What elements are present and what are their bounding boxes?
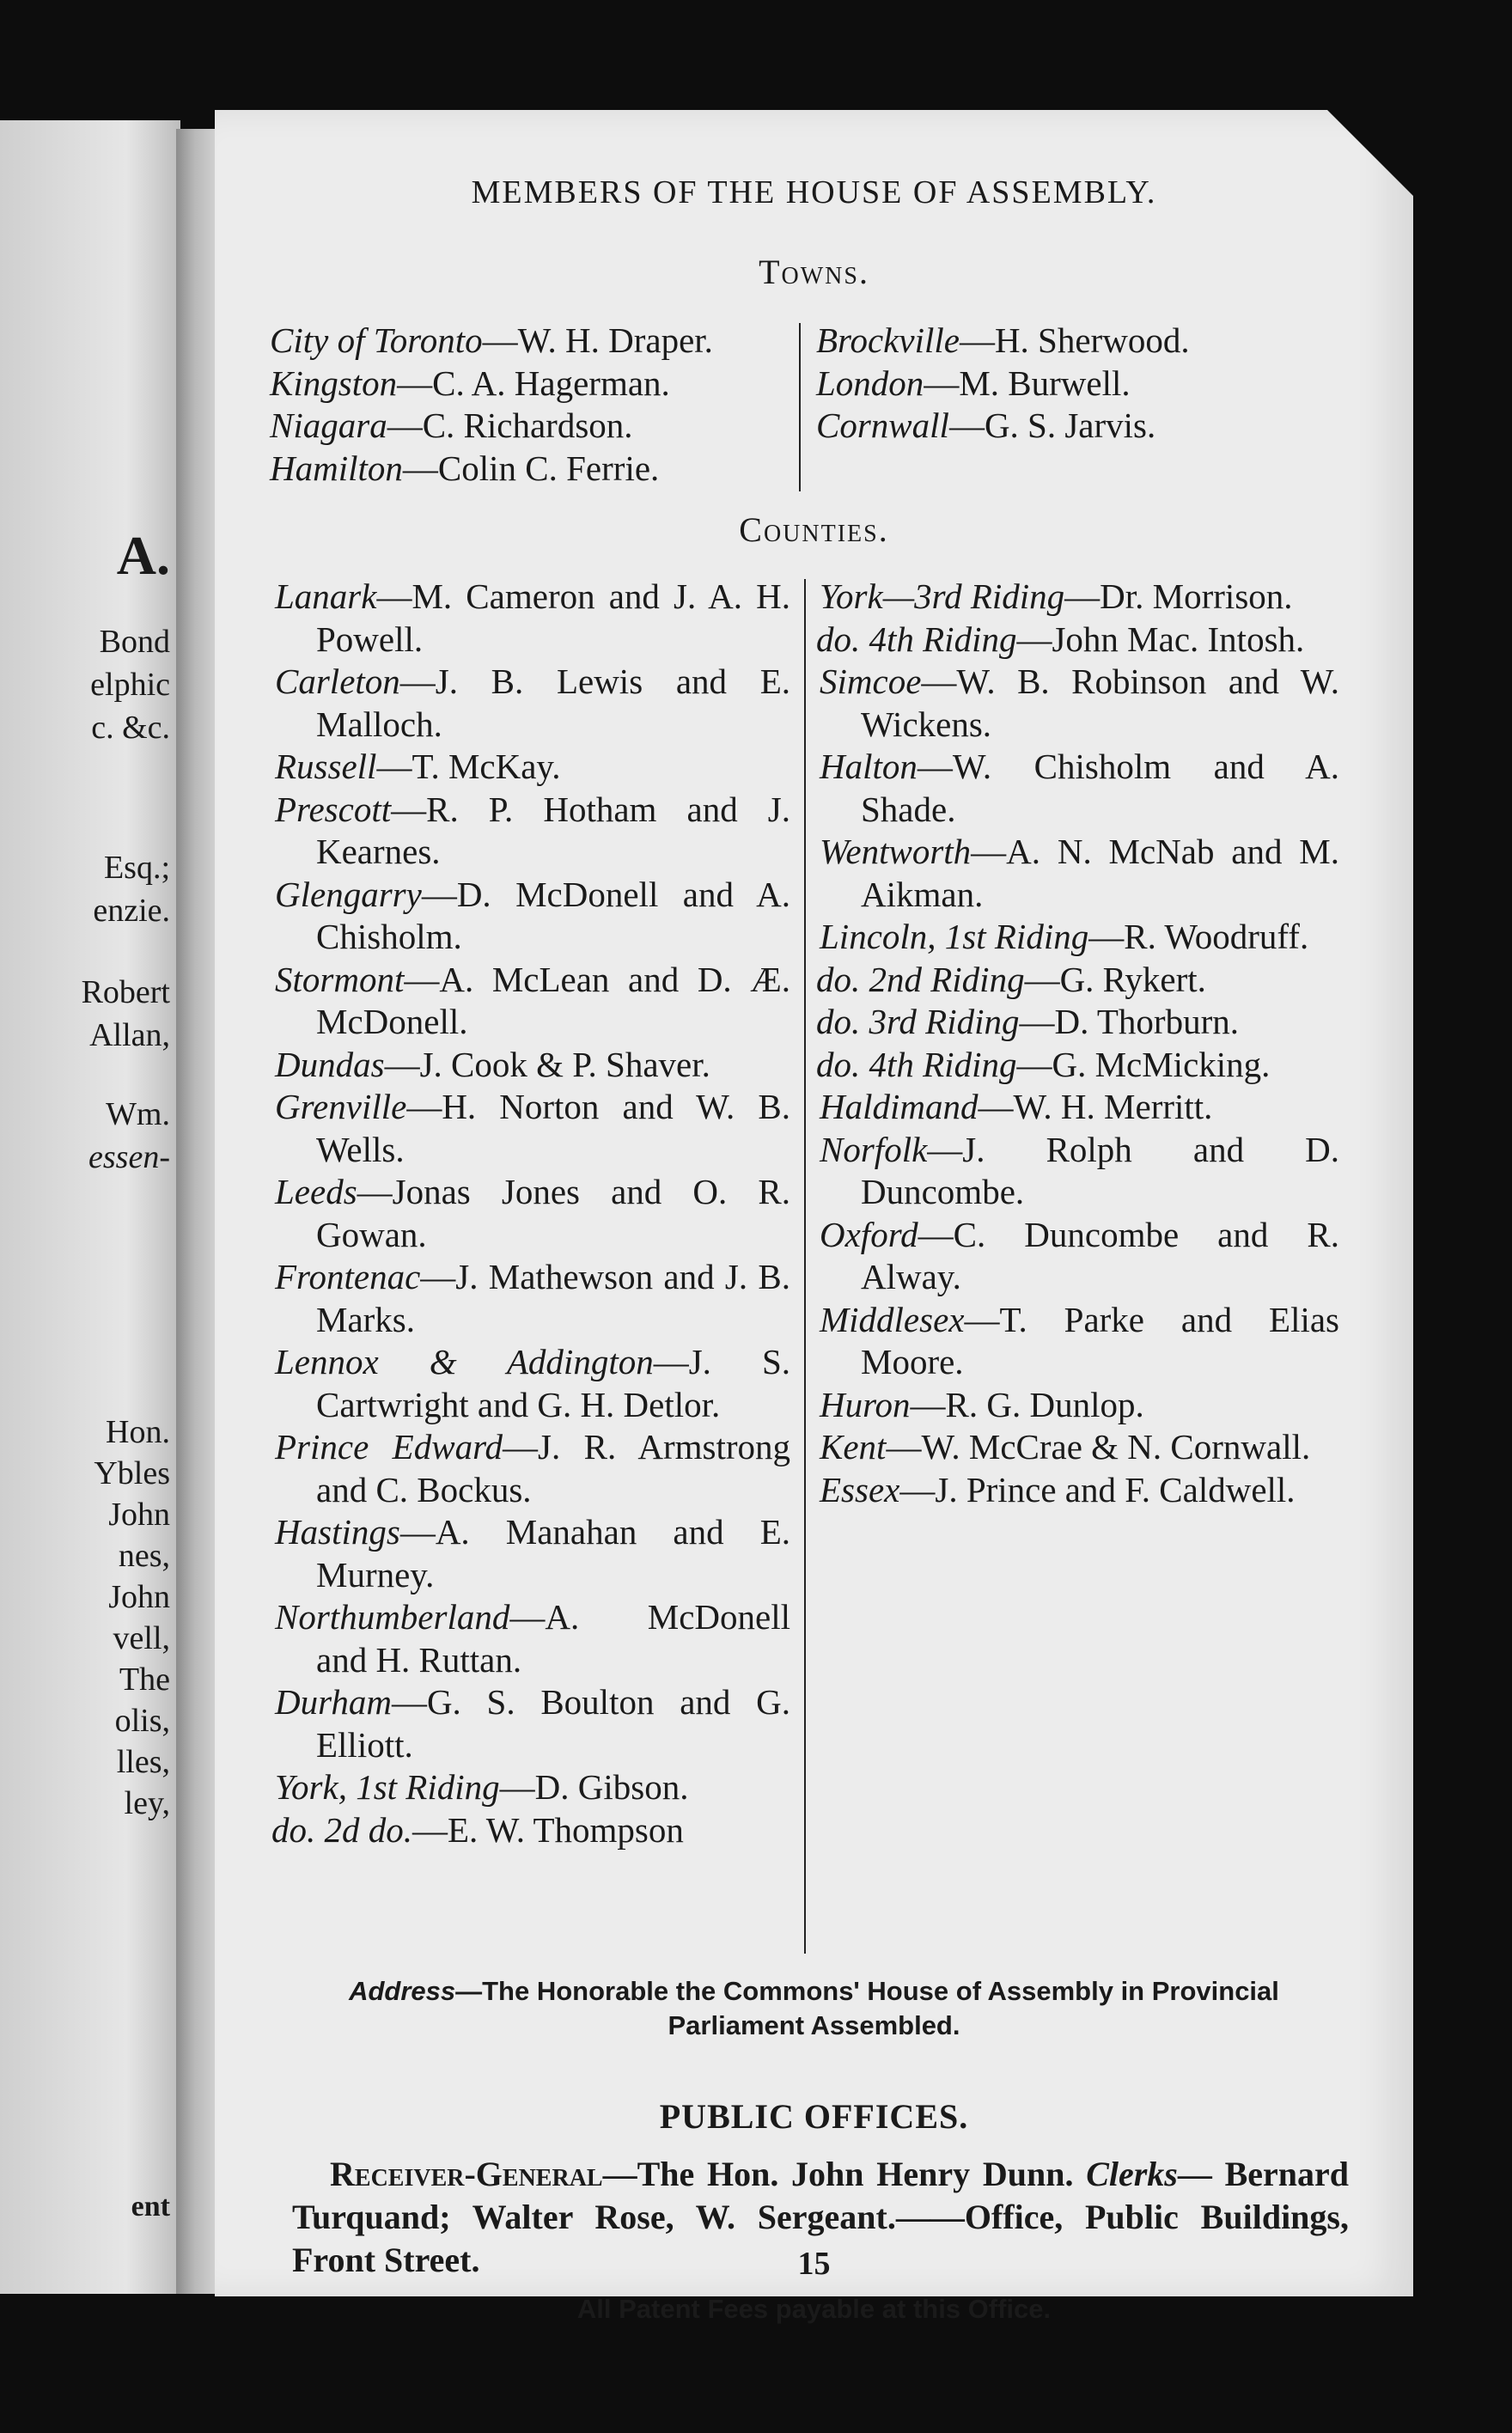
county-member: —R. Woodruff. [1088, 917, 1309, 956]
left-fragment-text: Allan, [89, 1017, 170, 1053]
county-entry [275, 1086, 790, 1171]
county-name: do. 2d do. [271, 1809, 412, 1850]
county-member: —G. McMicking. [1016, 1044, 1271, 1084]
county-entry [275, 874, 790, 959]
county-name: York, 1st Riding [275, 1767, 500, 1807]
county-entry [816, 959, 1339, 1002]
town-entry [270, 363, 785, 406]
county-name: Lanark [275, 576, 377, 616]
receiver-general-text: —The Hon. John Henry Dunn. [602, 2155, 1074, 2193]
county-entry [275, 1511, 790, 1596]
town-name: Hamilton [270, 448, 403, 488]
towns-right-column [816, 320, 1332, 448]
town-name: Cornwall [816, 406, 949, 445]
county-entry [820, 576, 1339, 619]
county-member: —R. G. Dunlop. [910, 1384, 1144, 1424]
county-member: —J. Mathewson and J. B. Marks. [316, 1257, 790, 1339]
county-entry [820, 831, 1339, 916]
county-entry [820, 1426, 1339, 1469]
address-line [215, 1976, 1413, 2007]
town-member: —Colin C. Ferrie. [402, 448, 660, 488]
county-member: —W. McCrae & N. Cornwall. [886, 1427, 1311, 1467]
town-member: —C. Richardson. [387, 406, 633, 445]
county-member: —D. Gibson. [499, 1767, 689, 1807]
county-name: Oxford [820, 1214, 918, 1254]
county-name: Hastings [275, 1512, 400, 1552]
county-member: —A. McLean and D. Æ. McDonell. [316, 959, 790, 1041]
county-member: —T. Parke and Elias Moore. [861, 1299, 1339, 1381]
county-name: Glengarry [275, 874, 422, 914]
county-member: —A. N. McNab and M. Aikman. [861, 832, 1339, 914]
page-corner [1327, 110, 1413, 196]
address-text: —The Honorable the Commons' House of Assembly in Provincial [455, 1976, 1279, 2006]
town-entry [270, 405, 785, 448]
left-fragment-text: ley, [124, 1785, 170, 1821]
town-entry [816, 363, 1332, 406]
county-name: Prince Edward [275, 1427, 503, 1467]
county-entry [275, 1341, 790, 1426]
town-member: —M. Burwell. [924, 363, 1131, 403]
clerks-text: — Bernard Turquand; Walter Rose, W. Sergeant.——Office, Public Buildings, Front Street. [292, 2155, 1350, 2279]
county-entry [271, 1809, 790, 1852]
county-entry [275, 789, 790, 874]
county-member: —D. Thorburn. [1019, 1002, 1239, 1041]
left-fragment-text: A. [116, 525, 170, 586]
county-entry [820, 916, 1339, 959]
county-entry [275, 1426, 790, 1511]
county-name: Stormont [275, 959, 405, 999]
county-member: —M. Cameron and J. A. H. Powell. [316, 576, 790, 659]
county-entry [820, 746, 1339, 831]
county-name: Frontenac [275, 1257, 421, 1296]
county-name: Middlesex [820, 1299, 965, 1339]
county-member: —W. Chisholm and A. Shade. [861, 747, 1339, 829]
left-fragment-text: enzie. [93, 893, 170, 929]
county-entry [816, 619, 1339, 662]
county-member: —T. McKay. [376, 747, 561, 786]
county-member: —G. S. Boulton and G. Elliott. [316, 1682, 790, 1765]
county-entry [820, 1384, 1339, 1427]
county-name: Grenville [275, 1087, 407, 1126]
town-member: —H. Sherwood. [959, 320, 1190, 360]
county-member: —E. W. Thompson [412, 1809, 684, 1850]
county-name: Leeds [275, 1172, 357, 1211]
county-entry [820, 1469, 1339, 1512]
counties-heading: Counties. [739, 510, 889, 549]
county-member: —J. S. Cartwright and G. H. Detlor. [316, 1342, 790, 1424]
county-member: —Dr. Morrison. [1064, 576, 1293, 616]
county-entry [275, 1256, 790, 1341]
county-entry [275, 746, 790, 789]
left-fragment-text: John [108, 1579, 170, 1615]
county-name: do. 4th Riding [816, 619, 1017, 659]
left-fragment-text: elphic [90, 667, 170, 703]
county-entry [820, 1299, 1339, 1384]
county-entry [275, 1681, 790, 1766]
county-entry [275, 1044, 790, 1087]
left-fragment-text: nes, [118, 1538, 170, 1574]
county-name: Prescott [275, 789, 392, 829]
left-fragment-text: lles, [116, 1744, 170, 1780]
county-entry [816, 1044, 1339, 1087]
county-name: Haldimand [820, 1087, 979, 1126]
left-fragment-text: Robert [81, 974, 170, 1010]
right-page [215, 110, 1413, 2324]
county-member: —W. B. Robinson and W. Wickens. [861, 662, 1339, 744]
town-entry [270, 448, 785, 491]
page-number: 15 [797, 2246, 831, 2282]
towns-heading: Towns. [759, 253, 869, 291]
left-page-fragment [0, 120, 180, 2294]
county-name: Durham [275, 1682, 392, 1722]
county-member: —G. Rykert. [1024, 959, 1206, 999]
public-offices-heading: PUBLIC OFFICES. [659, 2097, 969, 2136]
town-name: Niagara [270, 406, 387, 445]
county-member: —J. Rolph and D. Duncombe. [861, 1129, 1339, 1211]
county-entry [820, 1214, 1339, 1299]
town-name: City of Toronto [270, 320, 483, 360]
address-line-2: Parliament Assembled. [668, 2010, 960, 2040]
county-entry [275, 576, 790, 661]
town-member: —G. S. Jarvis. [948, 406, 1156, 445]
left-fragment-text: ent [131, 2191, 170, 2223]
county-member: —J. Prince and F. Caldwell. [899, 1469, 1296, 1509]
town-name: Kingston [270, 363, 398, 403]
county-name: Norfolk [820, 1129, 928, 1169]
town-entry [816, 320, 1332, 363]
county-entry [275, 1171, 790, 1256]
county-name: Lincoln, 1st Riding [820, 917, 1089, 956]
left-fragment-text: olis, [114, 1703, 170, 1739]
county-name: Northumberland [275, 1597, 510, 1637]
town-member: —C. A. Hagerman. [397, 363, 670, 403]
left-fragment-text: John [108, 1497, 170, 1533]
county-member: —C. Duncombe and R. Alway. [861, 1214, 1339, 1296]
county-entry [816, 1001, 1339, 1044]
counties-right-column [816, 576, 1339, 1511]
county-entry [275, 661, 790, 746]
clerks-label: Clerks [1086, 2155, 1178, 2193]
counties-left-column [271, 576, 790, 1851]
county-entry [275, 1766, 790, 1809]
county-name: Simcoe [820, 662, 922, 701]
county-entry [820, 661, 1339, 746]
county-member: —J. B. Lewis and E. Malloch. [316, 662, 790, 744]
county-member: —D. McDonell and A. Chisholm. [316, 874, 790, 956]
left-fragment-text: vell, [113, 1620, 170, 1656]
county-name: do. 3rd Riding [816, 1002, 1020, 1041]
town-entry [816, 405, 1332, 448]
left-fragment-text: Esq.; [103, 850, 170, 886]
county-member: —John Mac. Intosh. [1016, 619, 1305, 659]
town-member: —W. H. Draper. [482, 320, 713, 360]
county-name: Huron [820, 1384, 911, 1424]
county-name: Kent [820, 1427, 887, 1467]
left-fragment-text: Hon. [106, 1414, 170, 1450]
county-member: —J. Cook & P. Shaver. [384, 1044, 710, 1084]
county-name: Halton [820, 747, 918, 786]
county-member: —J. R. Armstrong and C. Bockus. [316, 1427, 790, 1509]
towns-divider [799, 323, 801, 491]
county-entry [820, 1129, 1339, 1214]
town-name: Brockville [816, 320, 960, 360]
county-member: —Jonas Jones and O. R. Gowan. [316, 1172, 790, 1254]
county-name: Russell [275, 747, 377, 786]
county-entry [275, 1596, 790, 1681]
county-name: Carleton [275, 662, 400, 701]
county-name: York—3rd Riding [820, 576, 1065, 616]
county-entry [275, 959, 790, 1044]
county-name: Essex [820, 1469, 900, 1509]
left-fragment-text: Bond [99, 624, 170, 660]
county-name: Lennox & Addington [275, 1342, 654, 1381]
county-member: —R. P. Hotham and J. Kearnes. [316, 789, 790, 871]
county-name: do. 2nd Riding [816, 959, 1025, 999]
town-entry [270, 320, 785, 363]
left-fragment-text: Ybles [94, 1455, 170, 1491]
counties-divider [804, 579, 806, 1954]
county-member: —A. Manahan and E. Murney. [316, 1512, 790, 1595]
left-fragment-text: Wm. [106, 1096, 170, 1132]
left-fragment-text: c. &c. [91, 710, 170, 746]
county-member: —A. McDonell and H. Ruttan. [316, 1597, 790, 1680]
town-name: London [816, 363, 924, 403]
county-member: —H. Norton and W. B. Wells. [316, 1087, 790, 1169]
towns-left-column [270, 320, 785, 490]
county-name: do. 4th Riding [816, 1044, 1017, 1084]
left-fragment-text: essen- [88, 1139, 170, 1175]
page-title: MEMBERS OF THE HOUSE OF ASSEMBLY. [471, 174, 1157, 210]
county-member: —W. H. Merritt. [978, 1087, 1213, 1126]
patent-fees-note: All Patent Fees payable at this Office. [576, 2294, 1052, 2324]
county-entry [820, 1086, 1339, 1129]
county-name: Dundas [275, 1044, 385, 1084]
receiver-general-label: Receiver-General [330, 2155, 603, 2193]
address-label: Address [349, 1976, 456, 2006]
left-fragment-text: The [119, 1662, 170, 1698]
county-name: Wentworth [820, 832, 972, 871]
